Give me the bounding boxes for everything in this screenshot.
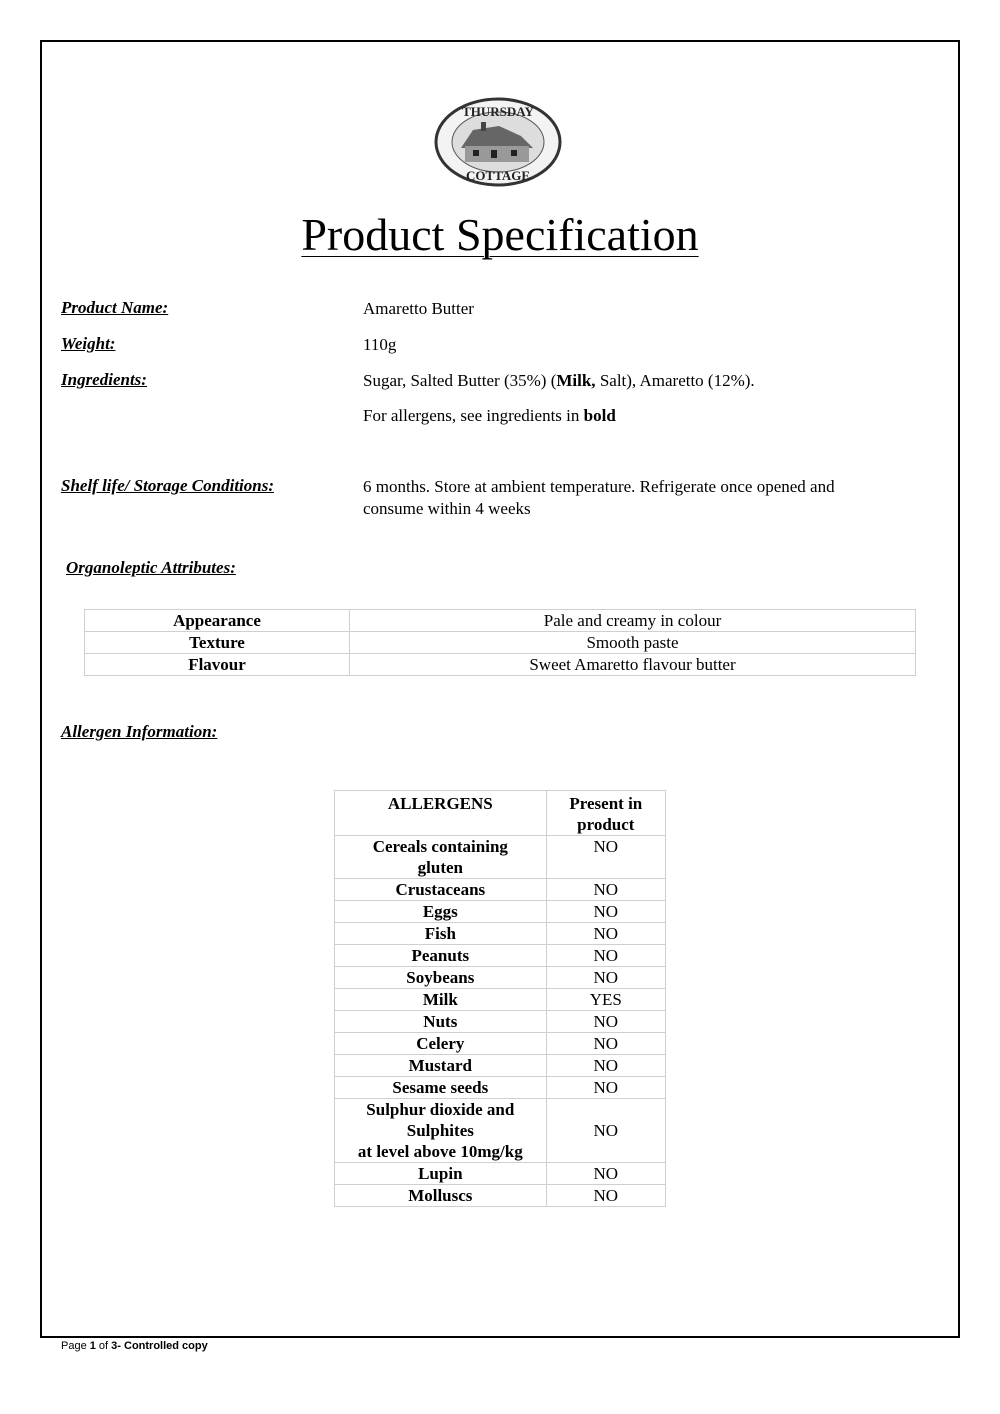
table-row — [335, 945, 666, 967]
allergen-present-cell: NO — [546, 1185, 665, 1207]
table-row — [335, 1011, 666, 1033]
ingredients-value: Sugar, Salted Butter (35%) (Milk, Salt), Amaretto (12%). — [363, 371, 755, 390]
allergen-name-line: Milk — [422, 990, 458, 1009]
allergen-name-line: Eggs — [422, 902, 458, 921]
table-row — [85, 610, 916, 632]
allergen-name-line: Peanuts — [411, 946, 470, 965]
allergen-name-cell — [335, 836, 547, 879]
table-row — [335, 1077, 666, 1099]
allergen-name-cell — [335, 945, 547, 967]
table-row — [335, 967, 666, 989]
allergen-name-cell — [335, 879, 547, 901]
attribute-cell: Flavour — [85, 654, 350, 676]
allergen-present-cell: YES — [546, 989, 665, 1011]
allergen-name-line: gluten — [417, 858, 463, 877]
allergen-name-cell — [335, 1077, 547, 1099]
allergen-present-cell: NO — [546, 1163, 665, 1185]
allergen-present-cell: NO — [546, 901, 665, 923]
weight-value: 110g — [363, 335, 397, 354]
allergen-name-cell — [335, 1099, 547, 1163]
attribute-cell: Appearance — [85, 610, 350, 632]
allergen-name-line: Soybeans — [406, 968, 475, 987]
allergen-name-cell — [335, 967, 547, 989]
allergen-name-cell — [335, 1055, 547, 1077]
page-title: Product Specification — [301, 209, 699, 260]
shelf-life-label: Shelf life/ Storage Conditions: — [61, 476, 274, 495]
allergen-present-cell: NO — [546, 1055, 665, 1077]
allergen-present-cell: NO — [546, 923, 665, 945]
allergen-name-line: Lupin — [418, 1164, 463, 1183]
table-row — [85, 632, 916, 654]
svg-text:COTTAGE: COTTAGE — [465, 168, 531, 183]
product-name-value: Amaretto Butter — [363, 299, 474, 318]
allergen-name-line: Crustaceans — [395, 880, 486, 899]
allergen-name-cell — [335, 1033, 547, 1055]
allergen-name-line: Sulphites — [406, 1121, 474, 1140]
allergen-name-cell — [335, 901, 547, 923]
table-row — [335, 1163, 666, 1185]
attribute-value-cell: Sweet Amaretto flavour butter — [350, 654, 916, 676]
table-row — [335, 1099, 666, 1163]
table-row — [335, 989, 666, 1011]
table-row — [335, 836, 666, 879]
allergen-name-line: at level above 10mg/kg — [357, 1142, 523, 1161]
allergen-name-line: Sesame seeds — [392, 1078, 489, 1097]
allergen-info-label: Allergen Information: — [61, 722, 218, 741]
allergens-header: ALLERGENS — [335, 791, 547, 836]
organoleptic-label: Organoleptic Attributes: — [66, 558, 236, 577]
weight-label: Weight: — [61, 334, 116, 353]
table-row — [335, 1033, 666, 1055]
attribute-value-cell: Pale and creamy in colour — [350, 610, 916, 632]
table-row — [335, 1055, 666, 1077]
attribute-value-cell: Smooth paste — [350, 632, 916, 654]
allergen-name-line: Nuts — [423, 1012, 458, 1031]
allergen-present-cell: NO — [546, 879, 665, 901]
present-header: Present in product — [546, 791, 665, 836]
organoleptic-table — [84, 609, 916, 676]
allergen-name-line: Mustard — [408, 1056, 472, 1075]
allergen-present-cell: NO — [546, 967, 665, 989]
allergen-present-cell: NO — [546, 1033, 665, 1055]
allergen-present-cell: NO — [546, 836, 665, 879]
allergen-name-line: Fish — [424, 924, 456, 943]
allergen-name-cell — [335, 923, 547, 945]
table-row — [335, 901, 666, 923]
allergen-present-cell: NO — [546, 1077, 665, 1099]
allergen-table — [334, 790, 666, 1207]
table-row — [335, 879, 666, 901]
allergen-name-cell — [335, 1163, 547, 1185]
allergen-name-cell — [335, 1185, 547, 1207]
allergen-name-cell — [335, 1011, 547, 1033]
allergen-present-cell: NO — [546, 1011, 665, 1033]
table-row — [85, 654, 916, 676]
product-name-label: Product Name: — [61, 298, 169, 317]
allergen-present-cell: NO — [546, 945, 665, 967]
thursday-cottage-logo — [433, 96, 563, 188]
allergen-note: For allergens, see ingredients in bold — [363, 406, 616, 425]
allergen-name-line: Molluscs — [408, 1186, 473, 1205]
allergen-present-cell: NO — [546, 1099, 665, 1163]
allergen-name-line: Sulphur dioxide and — [366, 1100, 515, 1119]
allergen-name-line: Celery — [416, 1034, 465, 1053]
table-row — [335, 923, 666, 945]
page-footer: Page 1 of 3- Controlled copy — [61, 1340, 208, 1352]
attribute-cell: Texture — [85, 632, 350, 654]
shelf-life-value: 6 months. Store at ambient temperature. Refrigerate once opened and consume within 4 weeks — [363, 477, 835, 518]
ingredients-label: Ingredients: — [61, 370, 147, 389]
svg-text:THURSDAY: THURSDAY — [462, 104, 534, 119]
allergen-name-line: Cereals containing — [372, 837, 508, 856]
table-row — [335, 1185, 666, 1207]
allergen-name-cell — [335, 989, 547, 1011]
